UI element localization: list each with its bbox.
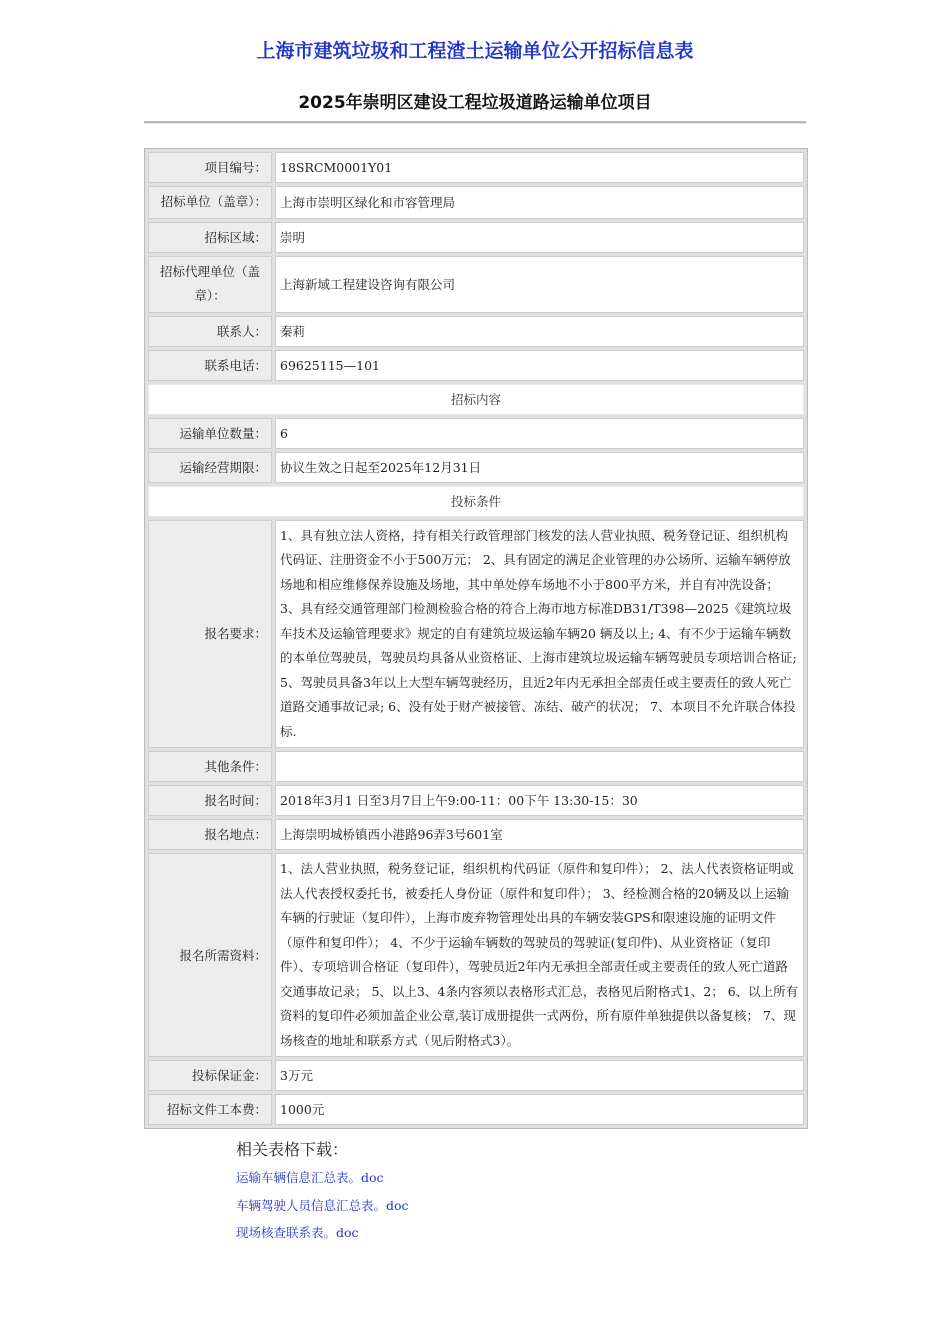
agent-unit-label: 招标代理单位（盖章）： [148,256,272,313]
unit-count-value: 6 [275,418,804,449]
table-row [148,819,804,850]
reg-time-value: 2018年3月1 日至3月7日上午9:00-11：00下午 13:30-15：30 [275,785,804,816]
tender-unit-value: 上海市崇明区绿化和市容管理局 [275,186,804,219]
table-row [148,152,804,183]
download-link-site-inspection[interactable]: 现场核查联系表。doc [236,1225,359,1240]
table-row [148,785,804,816]
project-title: 2025年崇明区建设工程垃圾道路运输单位项目 [298,93,652,113]
requirements-value: 1、具有独立法人资格，持有相关行政管理部门核发的法人营业执照、税务登记证、组织机构代码证、注册资金不小于500万元； 2、具有固定的满足企业管理的办公场所、运输车辆停放场地和相应维修保养设施及场地，其中单处停车场地不小于800平方米，并自有冲洗设备； 3、具有经交通管理部门检测检验合格的符合上海市地方标准DB31/T398—2025《建筑垃圾车技术及运输管理要求》规定的自有建筑垃圾运输车辆20 辆及以上; 4、有不少于运输车辆数的本单位驾驶员，驾驶员均具备从业资格证、上海市建筑垃圾运输车辆驾驶员专项培训合格证; 5、驾驶员具备3年以上大型车辆驾驶经历，且近2年内无承担全部责任或主要责任的致人死亡道路交通事故记录; 6、没有处于财产被接管、冻结、破产的状况； 7、本项目不允许联合体投标. [275,520,804,749]
unit-count-label: 运输单位数量： [148,418,272,449]
materials-label: 报名所需资料： [148,853,272,1057]
table-row [148,1060,804,1091]
table-row [148,350,804,381]
requirements-label: 报名要求： [148,520,272,749]
download-link-driver-summary[interactable]: 车辆驾驶人员信息汇总表。doc [236,1198,409,1213]
table-row [148,520,804,749]
table-row [148,256,804,313]
project-no-value: 18SRCM0001Y01 [275,152,804,183]
doc-fee-value: 1000元 [275,1094,804,1125]
term-label: 运输经营期限： [148,452,272,483]
materials-value: 1、法人营业执照，税务登记证，组织机构代码证（原件和复印件）； 2、法人代表资格证明或法人代表授权委托书，被委托人身份证（原件和复印件）； 3、经检测合格的20辆及以上运输车辆的行驶证（复印件），上海市废弃物管理处出具的车辆安装GPS和限速设施的证明文件（原件和复印件）； 4、不少于运输车辆数的驾驶员的驾驶证(复印件)、从业资格证（复印件）、专项培训合格证（复印件），驾驶员近2年内无承担全部责任或主要责任的致人死亡道路交通事故记录； 5、以上3、4条内容须以表格形式汇总，表格见后附格式1、2； 6、以上所有资料的复印件必须加盖企业公章,装订成册提供一式两份，所有原件单独提供以备复核； 7、现场核查的地址和联系方式（见后附格式3）。 [275,853,804,1057]
table-row [148,452,804,483]
doc-fee-label: 招标文件工本费： [148,1094,272,1125]
section-bid-conditions: 投标条件 [148,486,804,517]
section-tender-content: 招标内容 [148,384,804,415]
downloads-heading: 相关表格下载： [236,1140,349,1159]
table-row [148,751,804,782]
tender-info-table [144,148,808,1129]
table-row [148,418,804,449]
project-no-label: 项目编号： [148,152,272,183]
phone-label: 联系电话： [148,350,272,381]
other-conditions-label: 其他条件： [148,751,272,782]
term-value: 协议生效之日起至2025年12月31日 [275,452,804,483]
table-row [148,222,804,253]
table-row [148,316,804,347]
phone-value: 69625115—101 [275,350,804,381]
contact-value: 秦莉 [275,316,804,347]
page-title: 上海市建筑垃圾和工程渣土运输单位公开招标信息表 [256,40,694,62]
table-row [148,186,804,219]
deposit-value: 3万元 [275,1060,804,1091]
tender-unit-label: 招标单位（盖章）： [148,186,272,219]
tender-area-value: 崇明 [275,222,804,253]
reg-place-value: 上海崇明城桥镇西小港路96弄3号601室 [275,819,804,850]
title-divider [144,121,806,124]
agent-unit-value: 上海新域工程建设咨询有限公司 [275,256,804,313]
reg-time-label: 报名时间： [148,785,272,816]
table-row [148,486,804,517]
download-link-vehicle-summary[interactable]: 运输车辆信息汇总表。doc [236,1170,384,1185]
other-conditions-value [275,751,804,782]
contact-label: 联系人： [148,316,272,347]
deposit-label: 投标保证金： [148,1060,272,1091]
table-row [148,1094,804,1125]
table-row [148,384,804,415]
tender-area-label: 招标区域： [148,222,272,253]
reg-place-label: 报名地点： [148,819,272,850]
table-row [148,853,804,1057]
